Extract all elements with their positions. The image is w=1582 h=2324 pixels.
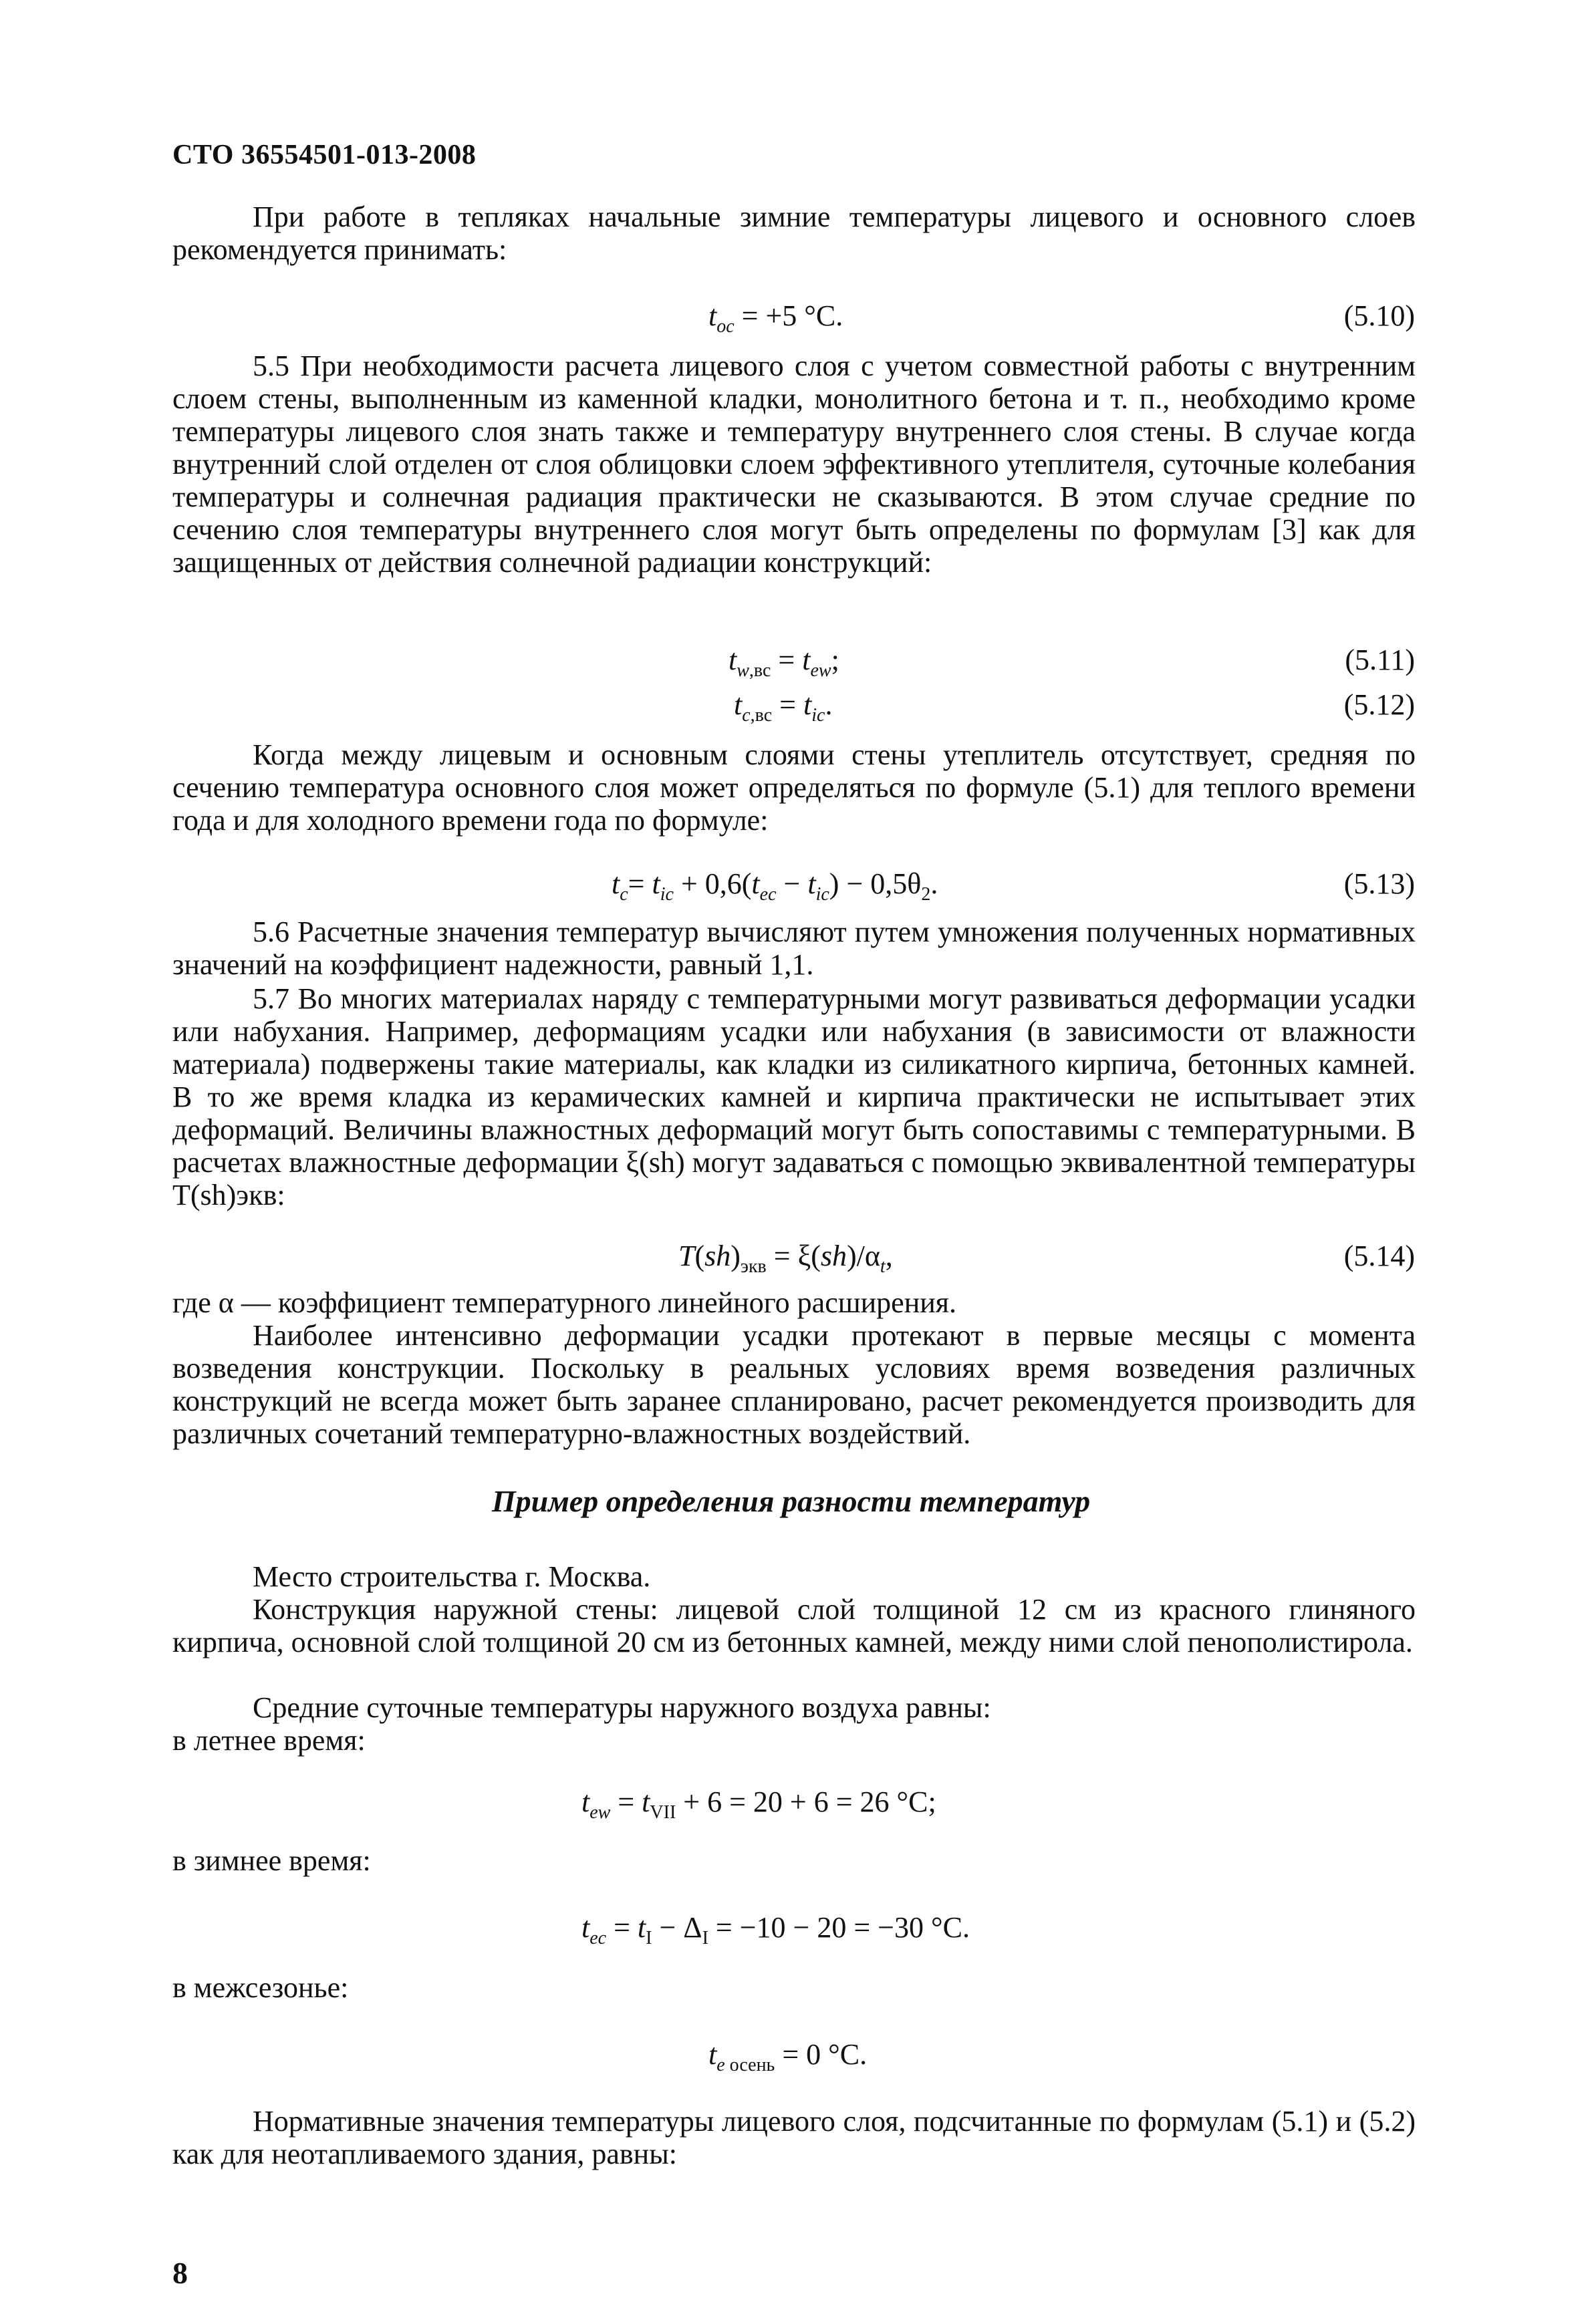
equation-5-12: $t_{c,вс} = t_{ic}$.: [734, 688, 833, 726]
paragraph: где α — коэффициент температурного линейного расширения.: [172, 1286, 957, 1319]
paragraph: Средние суточные температуры наружного воздуха равны:: [253, 1691, 991, 1724]
label-winter: в зимнее время:: [172, 1844, 371, 1877]
page-number: 8: [172, 2256, 188, 2290]
equation-number: (5.12): [1343, 688, 1415, 721]
paragraph: Когда между лицевым и основным слоями стены утеплитель отсутствует, средняя по сечению температура основного слоя может определяться по формуле (5.1) для теплого времени года и для холодного времени года по формуле:: [172, 738, 1416, 837]
paragraph: 5.5 При необходимости расчета лицевого слоя с учетом совместной работы с внутренним слоем стены, выполненным из каменной кладки, монолитного бетона и т. п., необходимо кроме температуры лицевого слоя знать также и температуру внутреннего слоя стены. В случае когда внутренний слой отделен от слоя облицовки слоем эффективного утеплителя, суточные колебания температуры и солнечная радиация практически не сказываются. В этом случае средние по сечению слоя температуры внутреннего слоя могут быть определены по формулам [3] как для защищенных от действия солнечной радиации конструкций:: [172, 349, 1416, 579]
paragraph: Место строительства г. Москва.: [253, 1560, 651, 1593]
equation-number: (5.11): [1345, 643, 1415, 676]
paragraph: Конструкция наружной стены: лицевой слой толщиной 12 см из красного глиняного кирпича, основной слой толщиной 20 см из бетонных камней, между ними слой пенополистирола.: [172, 1593, 1416, 1658]
equation-5-10: $t_{oc} = +5$ °C.: [708, 299, 843, 337]
equation-5-11: $t_{w,вс} = t_{ew}$;: [729, 643, 839, 681]
example-heading: Пример определения разности температур: [491, 1484, 1091, 1518]
equation-offseason: $t_{e осень} = 0$ °C.: [708, 2038, 868, 2075]
equation-summer: $t_{ew} = t_{VII} + 6 = 20 + 6 = 26$ °C;: [581, 1785, 936, 1823]
equation-number: (5.10): [1343, 299, 1415, 332]
equation-5-14: $T(sh)_{экв} = \xi(sh)/\alpha_t$,: [678, 1240, 893, 1277]
label-summer: в летнее время:: [172, 1724, 366, 1757]
paragraph: При работе в тепляках начальные зимние температуры лицевого и основного слоев рекомендуется принимать:: [172, 200, 1416, 266]
equation-5-13: $t_c= t_{ic} + 0,6(t_{ec} - t_{ic}) - 0,5\theta_2$.: [612, 867, 938, 905]
paragraph: 5.6 Расчетные значения температур вычисляют путем умножения полученных нормативных значений на коэффициент надежности, равный 1,1.: [172, 915, 1416, 981]
equation-number: (5.13): [1343, 867, 1415, 900]
document-code: СТО 36554501-013-2008: [172, 140, 477, 170]
equation-winter: $t_{ec} = t_I - \Delta_I = -10 - 20 = -30$ °C.: [581, 1911, 970, 1948]
equation-number: (5.14): [1343, 1240, 1415, 1272]
paragraph: Наиболее интенсивно деформации усадки протекают в первые месяцы с момента возведения конструкции. Поскольку в реальных условиях время возведения различных конструкций не всегда может быть заранее спланировано, расчет рекомендуется производить для различных сочетаний температурно-влажностных воздействий.: [172, 1319, 1416, 1450]
paragraph: Нормативные значения температуры лицевого слоя, подсчитанные по формулам (5.1) и (5.2) как для неотапливаемого здания, равны:: [172, 2105, 1416, 2170]
label-offseason: в межсезонье:: [172, 1971, 349, 2004]
paragraph: 5.7 Во многих материалах наряду с температурными могут развиваться деформации усадки или набухания. Например, деформациям усадки или набухания (в зависимости от влажности материала) подвержены такие материалы, как кладки из силикатного кирпича, бетонных камней. В то же время кладка из керамических камней и кирпича практически не испытывает этих деформаций. Величины влажностных деформаций могут быть сопоставимы с температурными. В расчетах влажностные деформации ξ(sh) могут задаваться с помощью эквивалентной температуры T(sh)экв:: [172, 982, 1416, 1211]
